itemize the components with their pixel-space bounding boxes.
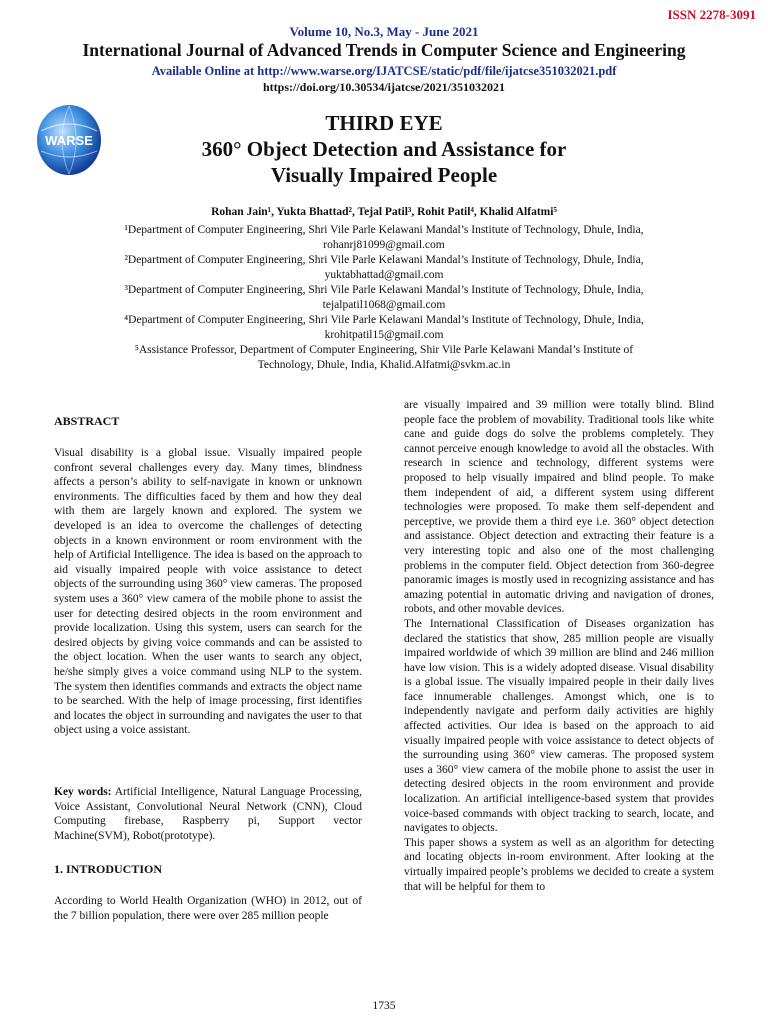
paper-title-line2: 360° Object Detection and Assistance for	[201, 137, 567, 161]
email-3: tejalpatil1068@gmail.com	[322, 299, 446, 311]
journal-name: International Journal of Advanced Trends in Computer Science and Engineering	[82, 40, 686, 60]
email-4: krohitpatil15@gmail.com	[324, 329, 444, 341]
affiliation-3: ³Department of Computer Engineering, Shri Vile Parle Kelawani Mandal’s Institute of Technology, Dhule, India,	[124, 284, 644, 296]
abstract-text	[54, 446, 362, 738]
right-paragraph-1: are visually impaired and 39 million were totally blind. Blind people face the problem of movability. Traditional tools like white cane and guide dogs do solve the problems completely. They cannot perceive enough knowledge to avoid all the obstacles. With research in science and technology, different systems were proposed to help visually impaired and blind people. To make them independent of aid, a different system using different technologies were proposed. To make them self-dependent and perceptive, we provide them a third eye i.e. 360° object detection and assistance. Object detection and extracting their feature is a very interesting topic and also one of the most challenging problems in the computer field. Object detection from 360-degree panoramic images is mostly used in recognizing assistance and has amazing potential in automatic driving and navigation of drones, robots, and other movable devices.	[404, 399, 714, 616]
introduction-heading: 1. INTRODUCTION	[54, 862, 163, 876]
keywords-label: Key words:	[54, 786, 112, 798]
affiliation-1: ¹Department of Computer Engineering, Shri Vile Parle Kelawani Mandal’s Institute of Technology, Dhule, India,	[124, 224, 644, 236]
keywords-text: Artificial Intelligence, Natural Language Processing, Voice Assistant, Convolutional Neural Network (CNN), Cloud Computing firebase, Raspberry pi, Support vector Machine(SVM), Robot(prototype).	[54, 786, 362, 842]
intro-paragraph: According to World Health Organization (WHO) in 2012, out of the 7 billion population, there were over 285 million people	[54, 895, 362, 922]
keywords-block	[54, 785, 362, 843]
logo-text: WARSE	[45, 133, 93, 148]
abstract-paragraph: Visual disability is a global issue. Visually impaired people confront several challenges every day. Many times, blindness affects a person’s ability to self-navigate in known or unknown environments. The difficulties faced by them and how they deal with them are largely known and explored. The system we developed is an idea to overcome the challenges of detecting objects in a known environment or room environment with the help of Artificial Intelligence. The idea is based on the approach to aid visually impaired people with voice assistance to detect objects of the surrounding using 360° view cameras. The proposed system uses a 360° view camera of the mobile phone to assist the user for detecting desired objects in the room environment and provide localization. Using this system, users can search for the desired objects by giving voice commands and can be assisted to the object location. When the user wants to search any object, he/she simply gives a voice command using NLP to the system. The system then identifies commands and extracts the object name to be searched. With the help of image processing, first identifies and locates the object in surrounding and navigates the user to that object using a voice assistant.	[54, 447, 362, 737]
issn-label: ISSN 2278-3091	[667, 7, 756, 22]
right-column	[404, 398, 714, 894]
affiliation-2: ²Department of Computer Engineering, Shri Vile Parle Kelawani Mandal’s Institute of Technology, Dhule, India,	[124, 254, 644, 266]
author-list: Rohan Jain¹, Yukta Bhattad², Tejal Patil³, Rohit Patil⁴, Khalid Alfatmi⁵	[211, 206, 557, 218]
available-online-link[interactable]: Available Online at http://www.warse.org/IJATCSE/static/pdf/file/ijatcse351032021.pdf	[151, 64, 617, 78]
right-paragraph-3: This paper shows a system as well as an algorithm for detecting and locating objects in-room environment. After looking at the virtually impaired people’s problems we decided to create a system that will be helpful for them to	[404, 836, 714, 893]
email-1: rohanrj81099@gmail.com	[323, 239, 445, 251]
paper-title-line1: THIRD EYE	[325, 111, 443, 135]
email-2: yuktabhattad@gmail.com	[324, 269, 444, 281]
page-number: 1735	[372, 1000, 396, 1012]
paper-title-line3: Visually Impaired People	[270, 163, 498, 187]
introduction-text	[54, 894, 362, 923]
warse-logo-icon	[35, 103, 103, 177]
affiliation-5-cont: Technology, Dhule, India, Khalid.Alfatmi@svkm.ac.in	[257, 359, 511, 371]
affiliation-4: ⁴Department of Computer Engineering, Shri Vile Parle Kelawani Mandal’s Institute of Technology, Dhule, India,	[124, 314, 644, 326]
doi-link[interactable]: https://doi.org/10.30534/ijatcse/2021/351032021	[263, 80, 505, 94]
right-paragraph-2: The International Classification of Diseases organization has declared the statistics that show, 285 million people are visually impaired worldwide of which 39 million are blind and 246 million have low vision. This is a widely adopted disease. Visual disability is a global issue. The visually impaired people in their daily lives face innumerable challenges. Amongst which, one is to independently navigate and perform daily activities are highly affected activities. Our idea is based on the approach to aid visually impaired people with voice assistance to detect objects of the surrounding using 360° view cameras. The proposed system uses a 360° view camera of the mobile phone to assist the user in detecting desired objects in the room environment and provide localization. An artificial intelligence-based system that provides voice-based commands with object tracking to search, locate, and navigates to objects.	[404, 617, 714, 835]
volume-line: Volume 10, No.3, May - June 2021	[289, 24, 479, 39]
affiliation-5: ⁵Assistance Professor, Department of Computer Engineering, Shir Vile Parle Kelawani Mandal’s Institute of	[134, 344, 634, 356]
abstract-heading: ABSTRACT	[54, 414, 120, 428]
